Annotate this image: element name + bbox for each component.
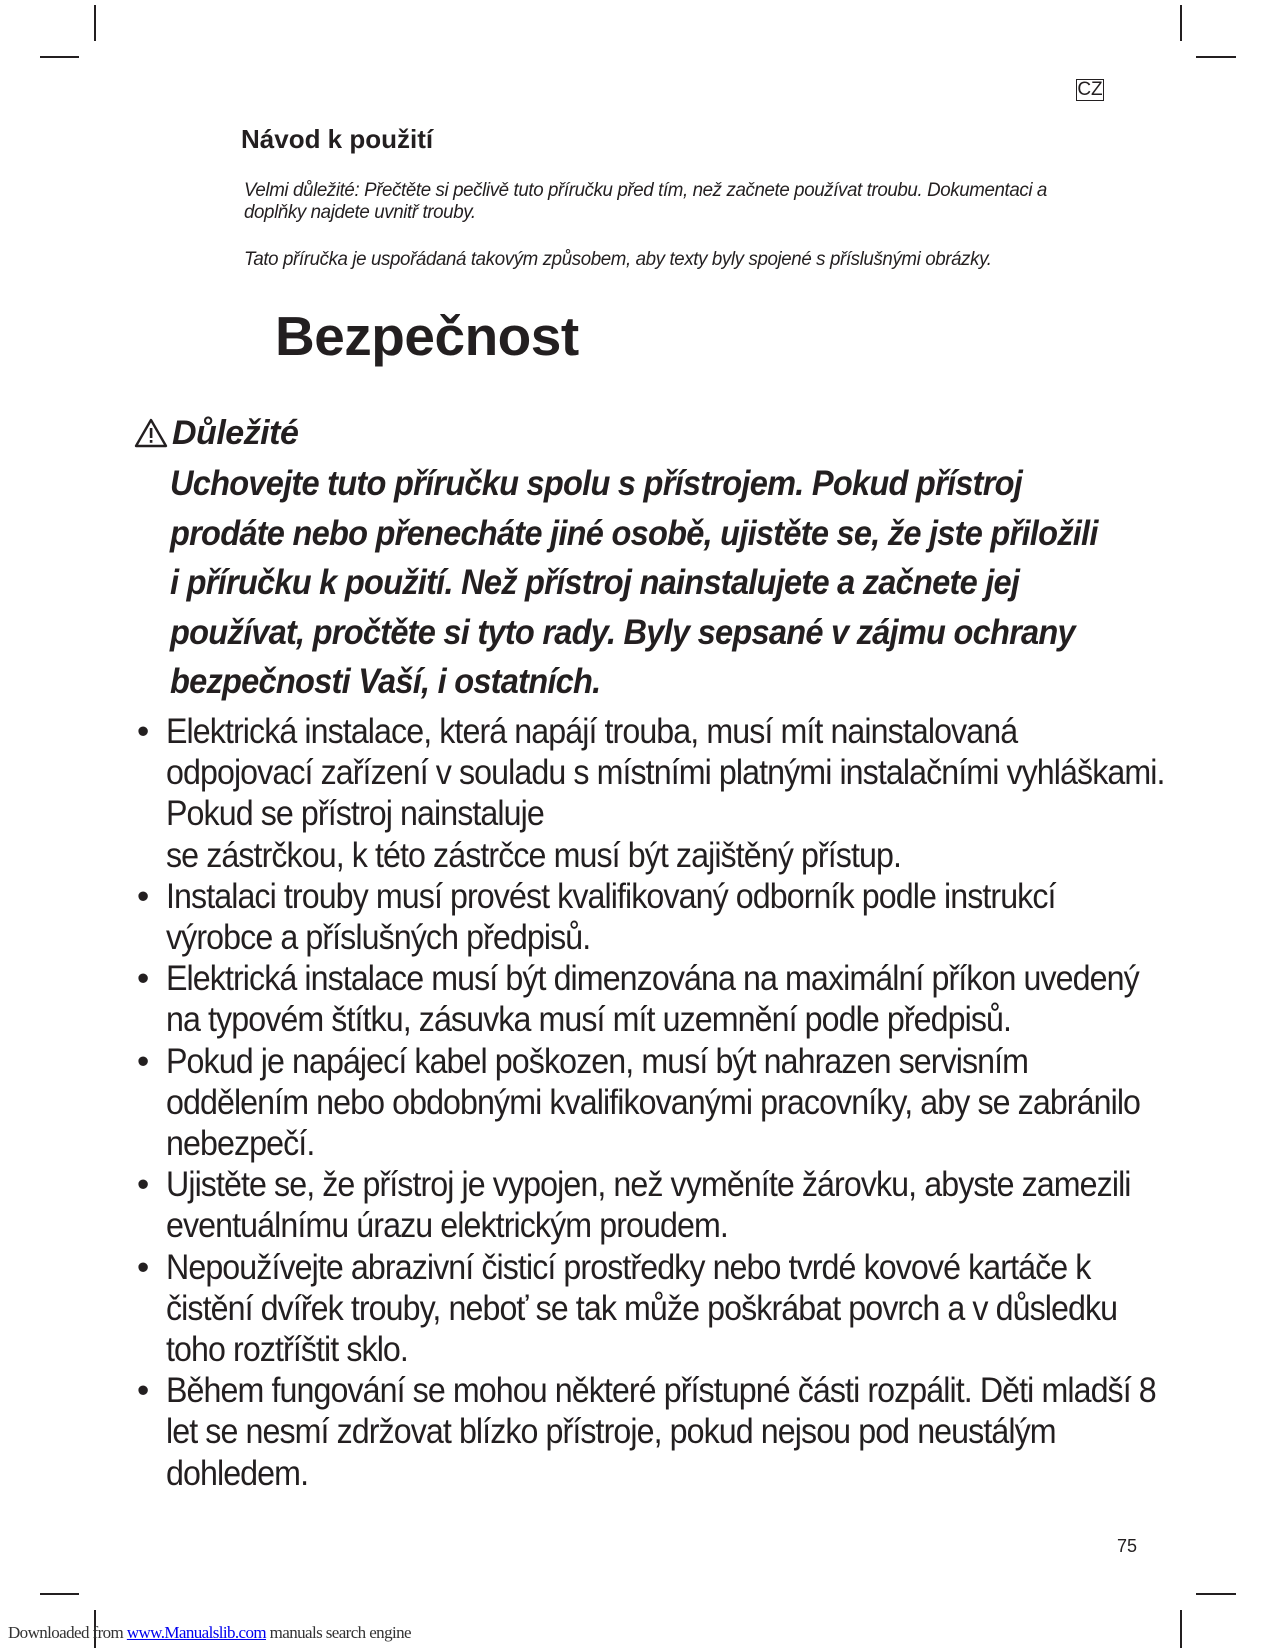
warning-heading	[134, 410, 298, 456]
crop-mark	[94, 5, 96, 41]
crop-mark	[1180, 5, 1182, 41]
crop-mark	[1196, 1593, 1236, 1595]
crop-mark	[1180, 1610, 1182, 1648]
warning-label: Důležité	[172, 413, 299, 452]
warning-triangle-icon	[134, 417, 168, 449]
list-item-text: Elektrická instalace, která napájí trouba, musí mít nainstalovaná odpojovací zařízení v souladu s místními platnými instalačními vyhláškami. Pokud se přístroj nainstaluje se zástrčkou, k této zástrčce musí být zajištěný přístup.	[166, 712, 1165, 875]
list-item	[134, 711, 1174, 876]
bullet-icon: •	[137, 712, 149, 751]
bullet-icon: •	[137, 1041, 149, 1081]
language-badge: CZ	[1077, 79, 1103, 100]
crop-mark	[40, 56, 79, 58]
crop-mark	[1196, 56, 1236, 58]
intro-paragraph: Tato příručka je uspořádaná takovým způsobem, aby texty byly spojené s příslušnými obrázky.	[244, 248, 992, 270]
bullet-icon: •	[137, 1247, 149, 1287]
safety-list	[134, 711, 1174, 1494]
download-footer	[8, 1623, 411, 1643]
manual-title: Návod k použití	[241, 124, 434, 154]
list-item	[134, 1370, 1174, 1494]
footer-prefix: Downloaded from	[8, 1623, 127, 1642]
list-item-text: Ujistěte se, že přístroj je vypojen, než vyměníte žárovku, abyste zamezili eventuálnímu úrazu elektrickým proudem.	[166, 1165, 1131, 1246]
manualslib-link[interactable]: www.Manualslib.com	[126, 1623, 267, 1642]
section-title: Bezpečnost	[275, 305, 579, 367]
list-item-text: Během fungování se mohou některé přístupné části rozpálit. Děti mladší 8 let se nesmí zdržovat blízko přístroje, pokud nejsou pod neustálým dohledem.	[166, 1371, 1156, 1493]
page-number: 75	[1117, 1536, 1138, 1556]
bullet-icon: •	[137, 1371, 149, 1411]
list-item-text: Pokud je napájecí kabel poškozen, musí být nahrazen servisním oddělením nebo obdobnými kvalifikovanými pracovníky, aby se zabránilo nebezpečí.	[166, 1041, 1141, 1164]
list-item	[134, 1041, 1174, 1165]
list-item-text: Nepoužívejte abrazivní čisticí prostředky nebo tvrdé kovové kartáče k čistění dvířek trouby, neboť se tak může poškrábat povrch a v důsledku toho roztříštit sklo.	[166, 1247, 1118, 1370]
list-item	[134, 1164, 1174, 1246]
list-item-text: Instalaci trouby musí provést kvalifikovaný odborník podle instrukcí výrobce a příslušných předpisů.	[166, 876, 1056, 958]
crop-mark	[40, 1593, 79, 1595]
list-item	[134, 1247, 1174, 1371]
list-item	[134, 876, 1174, 958]
bullet-icon: •	[137, 959, 149, 999]
list-item	[134, 958, 1174, 1040]
list-item-text: Elektrická instalace musí být dimenzována na maximální příkon uvedený na typovém štítku, zásuvka musí mít uzemnění podle předpisů.	[166, 959, 1139, 1040]
bullet-icon: •	[137, 876, 149, 916]
footer-suffix: manuals search engine	[266, 1623, 411, 1642]
warning-text: Uchovejte tuto příručku spolu s přístrojem. Pokud přístroj prodáte nebo přenecháte jiné osobě, ujistěte se, že jste přiložili i příručku k použití. Než přístroj nainstalujete a začnete jej používat, pročtěte si tyto rady. Byly sepsané v zájmu ochrany bezpečnosti Vaší, i ostatních.	[170, 464, 1098, 701]
bullet-icon: •	[137, 1165, 149, 1205]
intro-paragraph: Velmi důležité: Přečtěte si pečlivě tuto příručku před tím, než začnete používat troubu. Dokumentaci a doplňky najdete uvnitř trouby.	[244, 179, 1047, 223]
